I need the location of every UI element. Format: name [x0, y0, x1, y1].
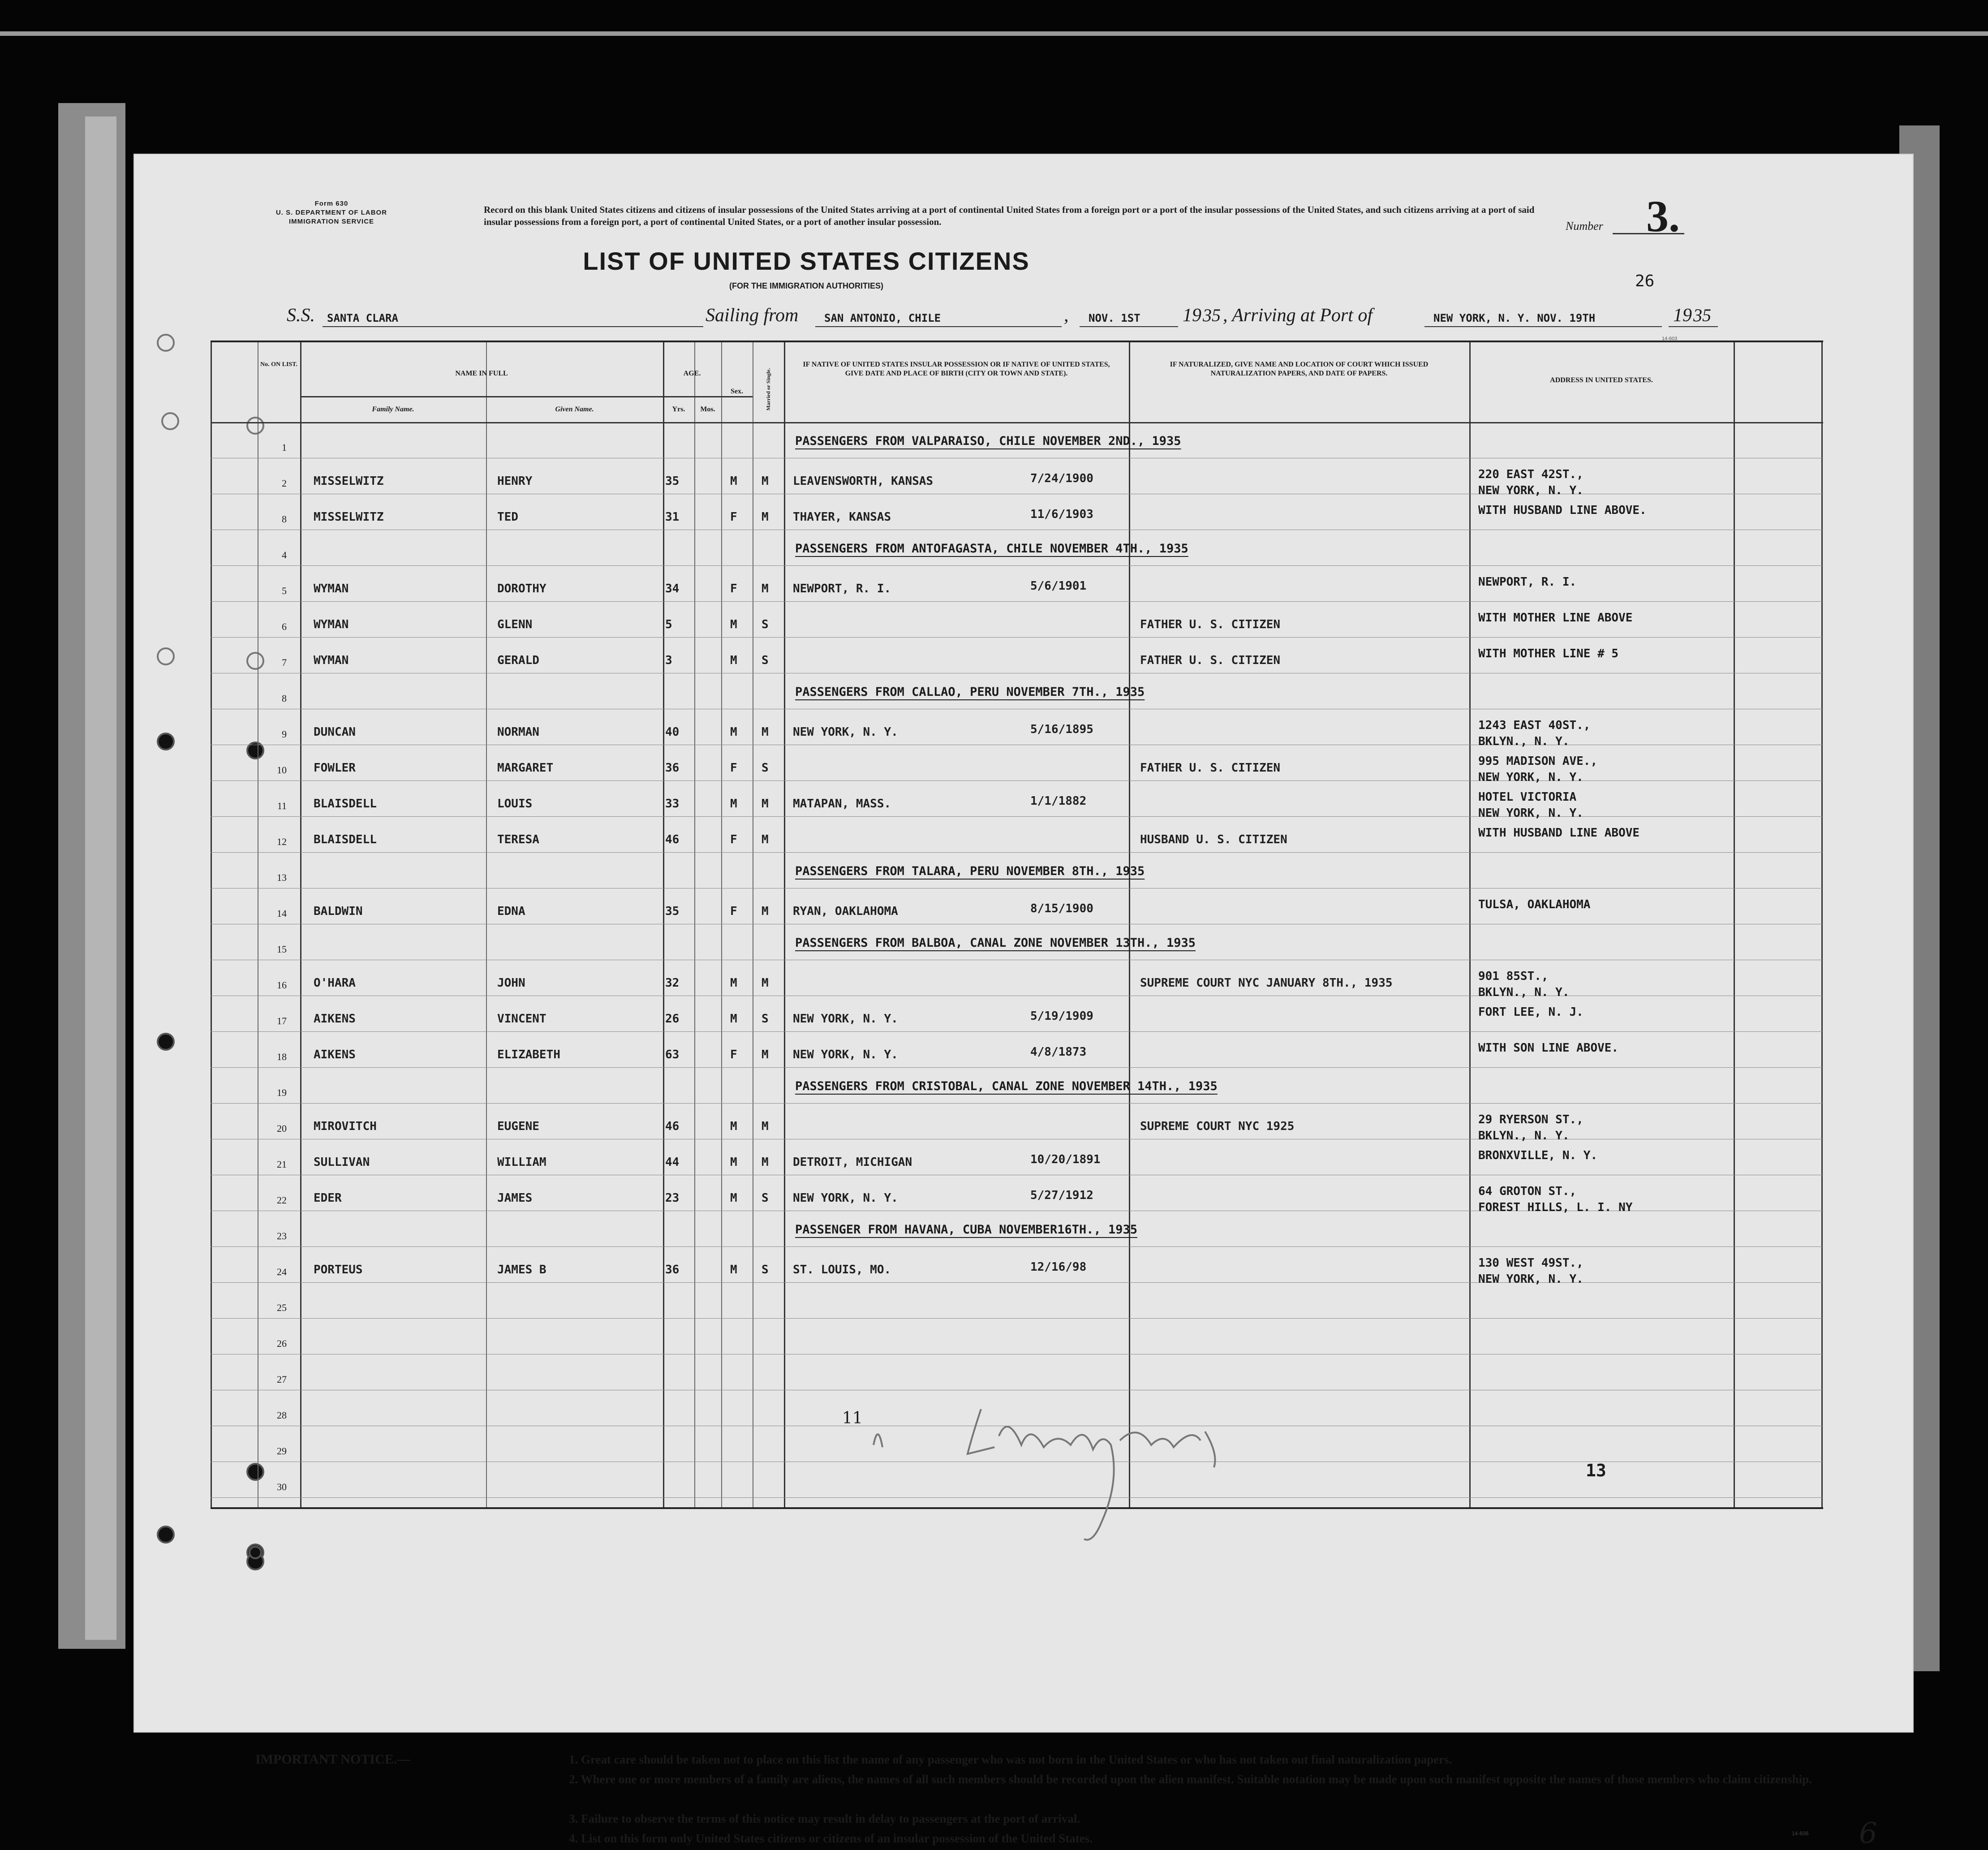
row-rule: [211, 1103, 1823, 1104]
given-name: JAMES: [497, 1191, 533, 1205]
address: 64 GROTON ST.,: [1478, 1185, 1577, 1198]
col-rule: [486, 342, 487, 1507]
header-naturalization: IF NATURALIZED, GIVE NAME AND LOCATION OF COURT WHICH ISSUED NATURALIZATION PAPERS, AND DATE OF PAPERS.: [1170, 361, 1429, 377]
family-name: MISSELWITZ: [314, 474, 384, 488]
age: 44: [665, 1156, 680, 1169]
handwritten-signature: [860, 1405, 1353, 1548]
given-name: HENRY: [497, 474, 533, 488]
row-number: 15: [277, 944, 287, 955]
family-name: PORTEUS: [314, 1263, 363, 1276]
sex: F: [730, 582, 737, 595]
sailing-label: Sailing from: [706, 305, 799, 326]
year-prefix: 19: [1673, 305, 1692, 326]
section-heading: PASSENGERS FROM TALARA, PERU NOVEMBER 8TH., 1935: [795, 864, 1145, 878]
col-rule: [721, 342, 722, 1507]
arriving-port: NEW YORK, N. Y. NOV. 19TH: [1433, 312, 1596, 324]
header-birthplace: IF NATIVE OF UNITED STATES INSULAR POSSESSION OR IF NATIVE OF UNITED STATES, GIVE DATE AND PLACE OF BIRTH (CITY OR TOWN AND STATE).: [803, 361, 1110, 377]
notice-item: 3. Failure to observe the terms of this notice may result in delay to passengers at the port of arrival.: [569, 1812, 1080, 1825]
birthplace: DETROIT, MICHIGAN: [793, 1156, 912, 1169]
row-number: 2: [282, 478, 287, 489]
marital-status: S: [762, 1012, 769, 1026]
row-number: 26: [277, 1338, 287, 1349]
birthdate: 4/8/1873: [1030, 1045, 1087, 1059]
sex: M: [730, 1263, 737, 1276]
col-rule: [694, 342, 695, 1507]
age: 32: [665, 976, 680, 990]
age: 23: [665, 1191, 680, 1205]
row-number: 1: [282, 442, 287, 453]
sex: M: [730, 1156, 737, 1169]
family-name: EDER: [314, 1191, 342, 1205]
row-rule: [211, 637, 1823, 638]
naturalization: HUSBAND U. S. CITIZEN: [1140, 833, 1287, 846]
row-number: 5: [282, 585, 287, 596]
birthdate: 12/16/98: [1030, 1260, 1087, 1274]
birthdate: 1/1/1882: [1030, 794, 1087, 808]
row-number: 21: [277, 1159, 287, 1170]
address: WITH HUSBAND LINE ABOVE: [1478, 826, 1640, 840]
ship-name: SANTA CLARA: [327, 312, 398, 324]
punch-hole: [161, 412, 179, 430]
tally-number: 13: [1586, 1461, 1606, 1480]
naturalization: FATHER U. S. CITIZEN: [1140, 761, 1281, 775]
family-name: MISSELWITZ: [314, 510, 384, 524]
birthdate: 5/27/1912: [1030, 1189, 1093, 1202]
underline: [1669, 326, 1718, 327]
age: 3: [665, 654, 672, 667]
age: 33: [665, 797, 680, 811]
header-given-name: Given Name.: [555, 405, 594, 413]
marital-status: M: [762, 833, 769, 846]
year-suffix: 35: [1203, 305, 1221, 325]
row-number: 14: [277, 908, 287, 919]
col-rule: [784, 342, 785, 1507]
given-name: EDNA: [497, 905, 525, 918]
age: 26: [665, 1012, 680, 1026]
marital-status: M: [762, 1048, 769, 1061]
form-code: 14-603: [1662, 336, 1678, 341]
age: 36: [665, 761, 680, 775]
row-number: 4: [282, 549, 287, 561]
marital-status: S: [762, 1191, 769, 1205]
birthdate: 7/24/1900: [1030, 472, 1093, 485]
underline: [1424, 326, 1662, 327]
number-label: Number: [1566, 220, 1603, 233]
sex: M: [730, 976, 737, 990]
form-identifier: Form 630 U. S. DEPARTMENT OF LABOR IMMIGRATION SERVICE: [275, 200, 387, 225]
marital-status: M: [762, 1156, 769, 1169]
birthplace: NEW YORK, N. Y.: [793, 725, 898, 739]
marital-status: M: [762, 797, 769, 811]
naturalization: FATHER U. S. CITIZEN: [1140, 654, 1281, 667]
address: BKLYN., N. Y.: [1478, 1129, 1570, 1143]
marital-status: S: [762, 1263, 769, 1276]
birthdate: 5/6/1901: [1030, 579, 1087, 593]
address: 130 WEST 49ST.,: [1478, 1256, 1584, 1270]
birthdate: 10/20/1891: [1030, 1153, 1101, 1166]
row-number: 23: [277, 1230, 287, 1242]
family-name: FOWLER: [314, 761, 356, 775]
row-number: 8: [282, 513, 287, 525]
family-name: AIKENS: [314, 1012, 356, 1026]
punch-hole: [157, 334, 175, 352]
underline: [1080, 326, 1178, 327]
given-name: JOHN: [497, 976, 525, 990]
row-number: 27: [277, 1374, 287, 1385]
naturalization: FATHER U. S. CITIZEN: [1140, 618, 1281, 631]
header-yrs: Yrs.: [672, 405, 685, 413]
row-number: 16: [277, 979, 287, 991]
row-number: 10: [277, 764, 287, 776]
birthplace: ST. LOUIS, MO.: [793, 1263, 891, 1276]
section-heading: PASSENGERS FROM CALLAO, PERU NOVEMBER 7TH., 1935: [795, 685, 1145, 699]
voyage-line: S.S. SANTA CLARA Sailing from SAN ANTONIO, CHILE , NOV. 1ST 19 35 , Arriving at Port of NEW YORK, N. Y. NOV. 19TH 19 35: [287, 305, 1855, 332]
given-name: MARGARET: [497, 761, 554, 775]
sex: M: [730, 1191, 737, 1205]
notice-item: 2. Where one or more members of a family are aliens, the names of all such members should be recorded upon the alien manifest. Suitable notation may be made upon such manifest opposite the names of those members who claim citizenship.: [569, 1772, 1812, 1786]
address: WITH MOTHER LINE ABOVE: [1478, 611, 1633, 625]
row-rule: [211, 1031, 1823, 1032]
punch-hole: [157, 733, 175, 750]
punch-hole: [157, 1033, 175, 1051]
row-number: 22: [277, 1195, 287, 1206]
family-name: AIKENS: [314, 1048, 356, 1061]
address: 220 EAST 42ST.,: [1478, 468, 1584, 481]
row-rule: [211, 565, 1823, 566]
age: 46: [665, 1120, 680, 1133]
family-name: BLAISDELL: [314, 833, 377, 846]
arriving-label: , Arriving at Port of: [1223, 305, 1373, 326]
row-number: 6: [282, 621, 287, 632]
sex: M: [730, 1120, 737, 1133]
col-rule: [1821, 342, 1823, 1507]
header-age: AGE.: [683, 370, 701, 377]
header-sex: Sex.: [731, 388, 743, 395]
address: HOTEL VICTORIA: [1478, 790, 1577, 804]
address: TULSA, OAKLAHOMA: [1478, 898, 1591, 911]
punch-hole: [157, 647, 175, 665]
marital-status: M: [762, 510, 769, 524]
address: 901 85ST.,: [1478, 970, 1549, 983]
row-number: 30: [277, 1481, 287, 1492]
corner-code: 14-606: [1792, 1830, 1809, 1837]
family-name: WYMAN: [314, 618, 349, 631]
naturalization: SUPREME COURT NYC JANUARY 8TH., 1935: [1140, 976, 1393, 990]
given-name: VINCENT: [497, 1012, 546, 1026]
age: 31: [665, 510, 680, 524]
marital-status: S: [762, 618, 769, 631]
punch-hole: [249, 1546, 262, 1559]
ss-label: S.S.: [287, 305, 315, 326]
marital-status: M: [762, 474, 769, 488]
header-no: No. ON LIST.: [260, 361, 297, 368]
given-name: JAMES B: [497, 1263, 546, 1276]
page-subtitle: (FOR THE IMMIGRATION AUTHORITIES): [729, 281, 883, 290]
notice-item: 4. List on this form only United States citizens or citizens of an insular possession of the United States.: [569, 1832, 1093, 1845]
age: 63: [665, 1048, 680, 1061]
row-number: 9: [282, 729, 287, 740]
section-heading: PASSENGERS FROM VALPARAISO, CHILE NOVEMBER 2ND., 1935: [795, 434, 1181, 448]
punch-hole: [157, 1526, 175, 1544]
row-number: 24: [277, 1266, 287, 1277]
list-number: 3.: [1646, 191, 1680, 241]
row-rule: [211, 601, 1823, 602]
address: FORT LEE, N. J.: [1478, 1005, 1584, 1019]
row-number: 25: [277, 1302, 287, 1313]
page-mark: 6: [1859, 1817, 1877, 1850]
row-number: 8: [282, 693, 287, 704]
sex: F: [730, 833, 737, 846]
sex: F: [730, 905, 737, 918]
given-name: TERESA: [497, 833, 539, 846]
given-name: LOUIS: [497, 797, 533, 811]
marital-status: M: [762, 905, 769, 918]
marital-status: M: [762, 1120, 769, 1133]
address: WITH MOTHER LINE # 5: [1478, 647, 1619, 660]
page-title: LIST OF UNITED STATES CITIZENS: [583, 247, 1030, 275]
family-name: DUNCAN: [314, 725, 356, 739]
manifest-page: [134, 155, 1913, 1850]
family-name: MIROVITCH: [314, 1120, 377, 1133]
sex: M: [730, 654, 737, 667]
age: 35: [665, 474, 680, 488]
sex: M: [730, 474, 737, 488]
given-name: TED: [497, 510, 518, 524]
sex: M: [730, 618, 737, 631]
given-name: WILLIAM: [497, 1156, 546, 1169]
col-rule: [1734, 342, 1735, 1507]
col-rule: [1129, 342, 1130, 1507]
header-family-name: Family Name.: [372, 405, 414, 413]
header-name-in-full: NAME IN FULL: [455, 370, 508, 377]
header-mos: Mos.: [700, 405, 715, 413]
passenger-table: [211, 341, 1823, 1509]
sheet-number: 26: [1635, 272, 1655, 290]
row-number: 28: [277, 1410, 287, 1421]
handwritten-time: 11: [842, 1409, 863, 1427]
sex: F: [730, 761, 737, 775]
section-heading: PASSENGER FROM HAVANA, CUBA NOVEMBER16TH., 1935: [795, 1223, 1138, 1237]
form-instructions: Record on this blank United States citizens and citizens of insular possessions of the United States arriving at a port of continental United States from a foreign port or a port of the insular possessions of the United States, and such citizens arriving at a port of said insular possessions from a foreign port, a port of continental United States, or a port of another insular possession.: [484, 204, 1535, 227]
address: 29 RYERSON ST.,: [1478, 1113, 1584, 1126]
row-rule: [211, 1067, 1823, 1068]
age: 40: [665, 725, 680, 739]
section-heading: PASSENGERS FROM BALBOA, CANAL ZONE NOVEMBER 13TH., 1935: [795, 936, 1196, 950]
col-rule: [663, 342, 664, 1507]
row-number: 29: [277, 1445, 287, 1457]
address: NEW YORK, N. Y.: [1478, 806, 1584, 820]
marital-status: S: [762, 761, 769, 775]
birthdate: 5/19/1909: [1030, 1009, 1093, 1023]
marital-status: S: [762, 654, 769, 667]
birthplace: LEAVENSWORTH, KANSAS: [793, 474, 934, 488]
family-name: WYMAN: [314, 654, 349, 667]
header-rule: [300, 396, 753, 397]
row-number: 12: [277, 836, 287, 847]
address: NEWPORT, R. I.: [1478, 575, 1577, 589]
family-name: BLAISDELL: [314, 797, 377, 811]
sex: M: [730, 1012, 737, 1026]
col-rule: [300, 342, 301, 1507]
address: NEW YORK, N. Y.: [1478, 484, 1584, 497]
given-name: NORMAN: [497, 725, 539, 739]
given-name: DOROTHY: [497, 582, 546, 595]
row-number: 11: [277, 800, 287, 811]
age: 34: [665, 582, 680, 595]
section-heading: PASSENGERS FROM ANTOFAGASTA, CHILE NOVEMBER 4TH., 1935: [795, 542, 1188, 556]
marital-status: M: [762, 582, 769, 595]
binder-strip-left: [85, 116, 116, 1640]
birthdate: 11/6/1903: [1030, 508, 1093, 521]
age: 46: [665, 833, 680, 846]
header-address: ADDRESS IN UNITED STATES.: [1550, 376, 1653, 384]
row-number: 17: [277, 1015, 287, 1026]
birthplace: NEWPORT, R. I.: [793, 582, 891, 595]
address: BKLYN., N. Y.: [1478, 986, 1570, 999]
underline: [323, 326, 703, 327]
col-rule: [211, 342, 212, 1507]
year-prefix: 19: [1183, 305, 1201, 326]
naturalization: SUPREME COURT NYC 1925: [1140, 1120, 1295, 1133]
address: FOREST HILLS, L. I. NY: [1478, 1201, 1633, 1214]
sail-date: NOV. 1ST: [1089, 312, 1140, 324]
address: WITH SON LINE ABOVE.: [1478, 1041, 1619, 1055]
address: 1243 EAST 40ST.,: [1478, 719, 1591, 732]
birthplace: RYAN, OAKLAHOMA: [793, 905, 898, 918]
row-number: 18: [277, 1051, 287, 1062]
row-number: 13: [277, 872, 287, 883]
sex: F: [730, 510, 737, 524]
given-name: ELIZABETH: [497, 1048, 560, 1061]
family-name: SULLIVAN: [314, 1156, 370, 1169]
birthdate: 5/16/1895: [1030, 723, 1093, 736]
year-suffix: 35: [1693, 305, 1711, 325]
birthplace: NEW YORK, N. Y.: [793, 1191, 898, 1205]
age: 35: [665, 905, 680, 918]
address: BRONXVILLE, N. Y.: [1478, 1149, 1598, 1162]
sex: M: [730, 725, 737, 739]
birthdate: 8/15/1900: [1030, 902, 1093, 915]
birthplace: NEW YORK, N. Y.: [793, 1048, 898, 1061]
birthplace: NEW YORK, N. Y.: [793, 1012, 898, 1026]
header-married-single: Married or Single.: [765, 368, 771, 411]
row-number: 7: [282, 657, 287, 668]
sailing-from: SAN ANTONIO, CHILE: [824, 312, 941, 324]
marital-status: M: [762, 976, 769, 990]
given-name: GERALD: [497, 654, 539, 667]
row-number: 19: [277, 1087, 287, 1098]
given-name: GLENN: [497, 618, 533, 631]
family-name: BALDWIN: [314, 905, 363, 918]
marital-status: M: [762, 725, 769, 739]
given-name: EUGENE: [497, 1120, 539, 1133]
age: 36: [665, 1263, 680, 1276]
address: 995 MADISON AVE.,: [1478, 755, 1598, 768]
section-heading: PASSENGERS FROM CRISTOBAL, CANAL ZONE NOVEMBER 14TH., 1935: [795, 1079, 1218, 1093]
col-rule: [1469, 342, 1471, 1507]
address: BKLYN., N. Y.: [1478, 735, 1570, 748]
family-name: O'HARA: [314, 976, 356, 990]
underline: [815, 326, 1062, 327]
notice-label: IMPORTANT NOTICE.—: [255, 1752, 411, 1767]
sex: F: [730, 1048, 737, 1061]
birthplace: THAYER, KANSAS: [793, 510, 891, 524]
row-number: 20: [277, 1123, 287, 1134]
birthplace: MATAPAN, MASS.: [793, 797, 891, 811]
family-name: WYMAN: [314, 582, 349, 595]
address: NEW YORK, N. Y.: [1478, 771, 1584, 784]
notice-item: 1. Great care should be taken not to place on this list the name of any passenger who was not born in the United States or who has not taken out final naturalization papers.: [569, 1753, 1452, 1766]
header-rule: [211, 422, 1823, 423]
row-rule: [211, 1318, 1823, 1319]
address: WITH HUSBAND LINE ABOVE.: [1478, 504, 1647, 517]
sex: M: [730, 797, 737, 811]
row-rule: [211, 1246, 1823, 1247]
age: 5: [665, 618, 672, 631]
row-rule: [211, 852, 1823, 853]
address: NEW YORK, N. Y.: [1478, 1272, 1584, 1286]
film-edge: [0, 31, 1988, 36]
